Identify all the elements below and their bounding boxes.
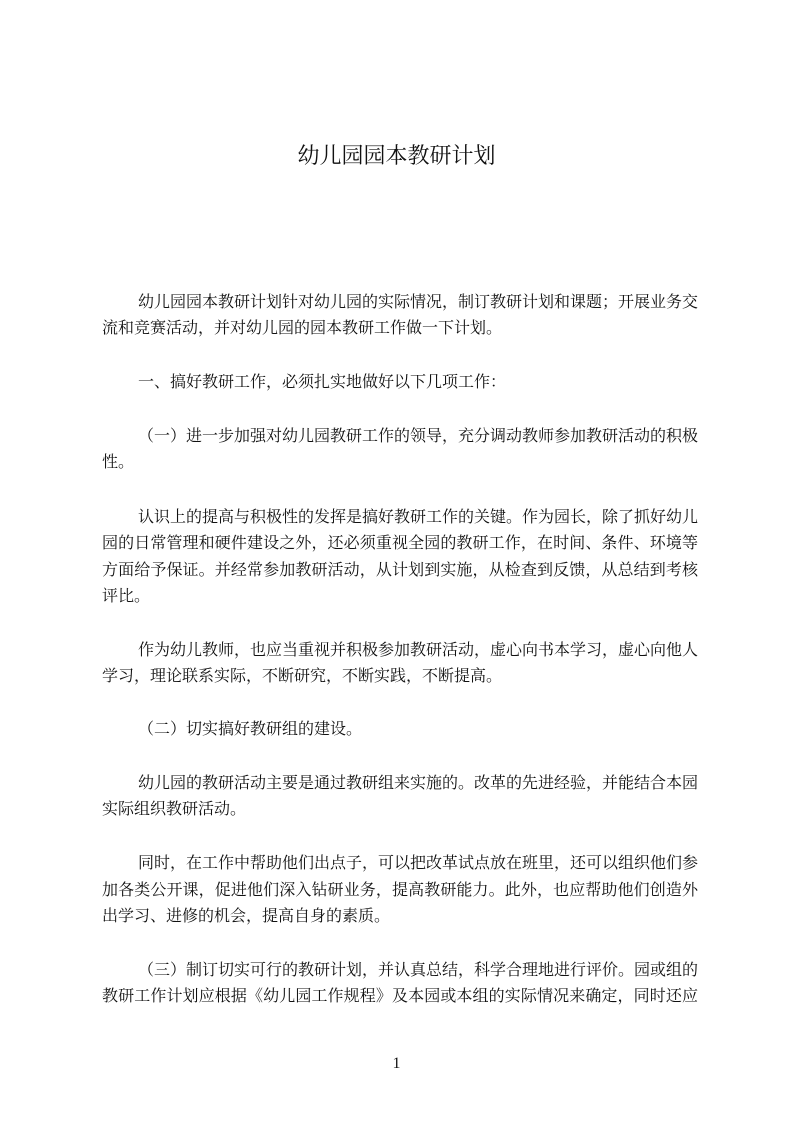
paragraph-line: 幼儿园的教研活动主要是通过教研组来实施的。改革的先进经验，并能结合本园 [138, 773, 699, 792]
paragraph-line: 方面给予保证。并经常参加教研活动，从计划到实施，从检查到反馈，从总结到考核 [102, 560, 698, 579]
paragraph-line: 流和竞赛活动，并对幼儿园的园本教研工作做一下计划。 [102, 318, 503, 337]
paragraph-line: 教研工作计划应根据《幼儿园工作规程》及本园或本组的实际情况来确定，同时还应 [102, 986, 698, 1005]
paragraph-line: 加各类公开课，促进他们深入钻研业务，提高教研能力。此外，也应帮助他们创造外 [102, 880, 698, 899]
paragraph-line: 出学习、进修的机会，提高自身的素质。 [102, 906, 391, 925]
paragraph-line: 实际组织教研活动。 [102, 799, 247, 818]
paragraph-line: 评比。 [102, 586, 151, 605]
paragraph-line: 学习，理论联系实际，不断研究，不断实践，不断提高。 [102, 666, 503, 685]
paragraph-line: 同时，在工作中帮助他们出点子，可以把改革试点放在班里，还可以组织他们参 [138, 853, 699, 872]
subsection-heading: （一）进一步加强对幼儿园教研工作的领导，充分调动教师参加教研活动的积极 [138, 426, 699, 445]
page-number: 1 [392, 1055, 401, 1072]
paragraph-line: 认识上的提高与积极性的发挥是搞好教研工作的关键。作为园长，除了抓好幼儿 [138, 507, 699, 526]
paragraph-line: 作为幼儿教师，也应当重视并积极参加教研活动，虚心向书本学习，虚心向他人 [138, 640, 699, 659]
subsection-heading: 性。 [102, 452, 135, 471]
paragraph-line: 园的日常管理和硬件建设之外，还必须重视全园的教研工作，在时间、条件、环境等 [102, 533, 698, 552]
paragraph-line: 幼儿园园本教研计划针对幼儿园的实际情况，制订教研计划和课题；开展业务交 [138, 292, 699, 311]
section-heading: 一、搞好教研工作，必须扎实地做好以下几项工作： [138, 372, 507, 391]
subsection-heading: （三）制订切实可行的教研计划，并认真总结，科学合理地进行评价。园或组的 [138, 960, 699, 979]
subsection-heading: （二）切实搞好教研组的建设。 [138, 719, 363, 738]
document-title: 幼儿园园本教研计划 [297, 144, 496, 169]
